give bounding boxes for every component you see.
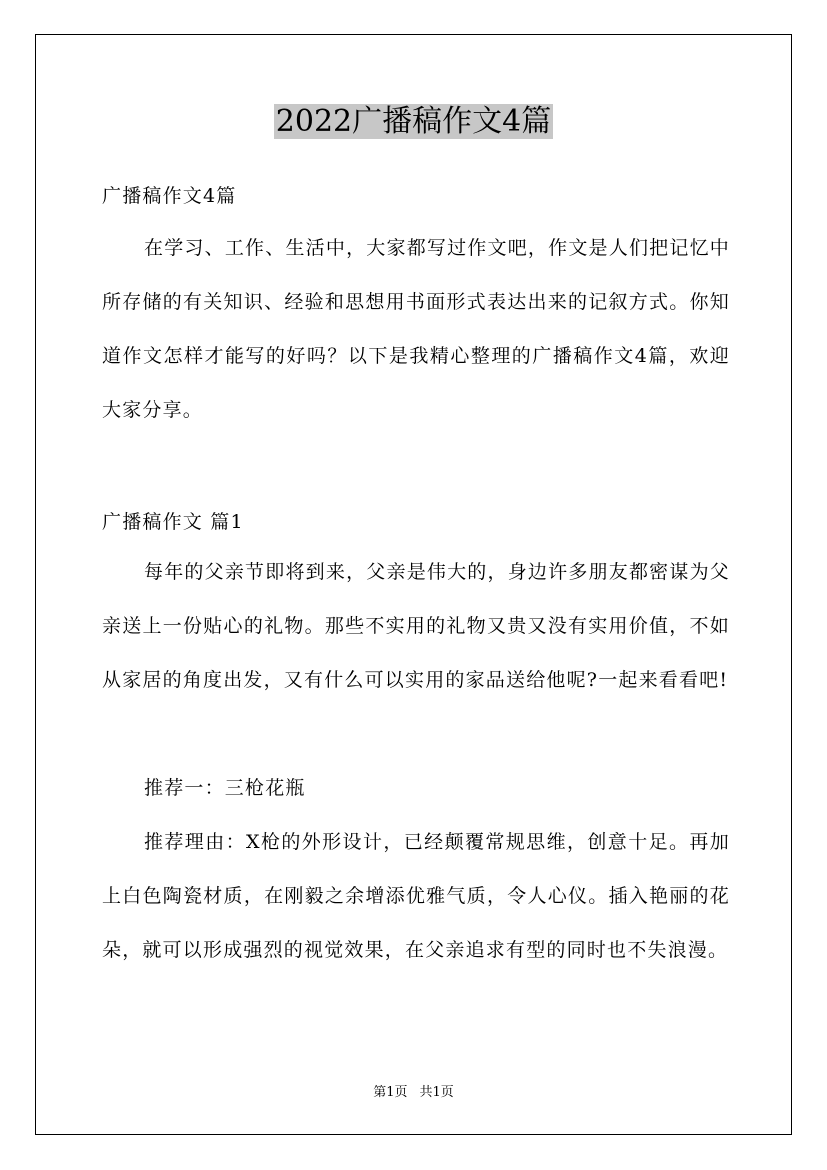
section-paragraph: 每年的父亲节即将到来，父亲是伟大的，身边许多朋友都密谋为父亲送上一份贴心的礼物。那些不实用的礼物又贵又没有实用价值，不如从家居的角度出发，又有什么可以实用的家品送给他呢?一起来看看吧! [102,561,730,691]
section-heading: 广播稿作文 篇1 [102,511,244,533]
document-title-text: 2022广播稿作文4篇 [275,104,552,139]
page-number-current: 第1页 [373,1085,408,1100]
intro-paragraph: 在学习、工作、生活中，大家都写过作文吧，作文是人们把记忆中所存储的有关知识、经验和思想用书面形式表达出来的记叙方式。你知道作文怎样才能写的好吗？以下是我精心整理的广播稿作文4篇，欢迎大家分享。 [102,237,730,421]
document-title [0,102,827,142]
recommend-reason-paragraph: 推荐理由：X枪的外形设计，已经颠覆常规思维，创意十足。再加上白色陶瓷材质，在刚毅之余增添优雅气质，令人心仪。插入艳丽的花朵，就可以形成强烈的视觉效果，在父亲追求有型的同时也不失浪漫。 [102,831,730,961]
page-number-total: 共1页 [419,1085,454,1100]
document-subtitle: 广播稿作文4篇 [102,185,237,207]
page-footer [0,1084,827,1102]
recommend-title: 推荐一：三枪花瓶 [144,777,306,799]
